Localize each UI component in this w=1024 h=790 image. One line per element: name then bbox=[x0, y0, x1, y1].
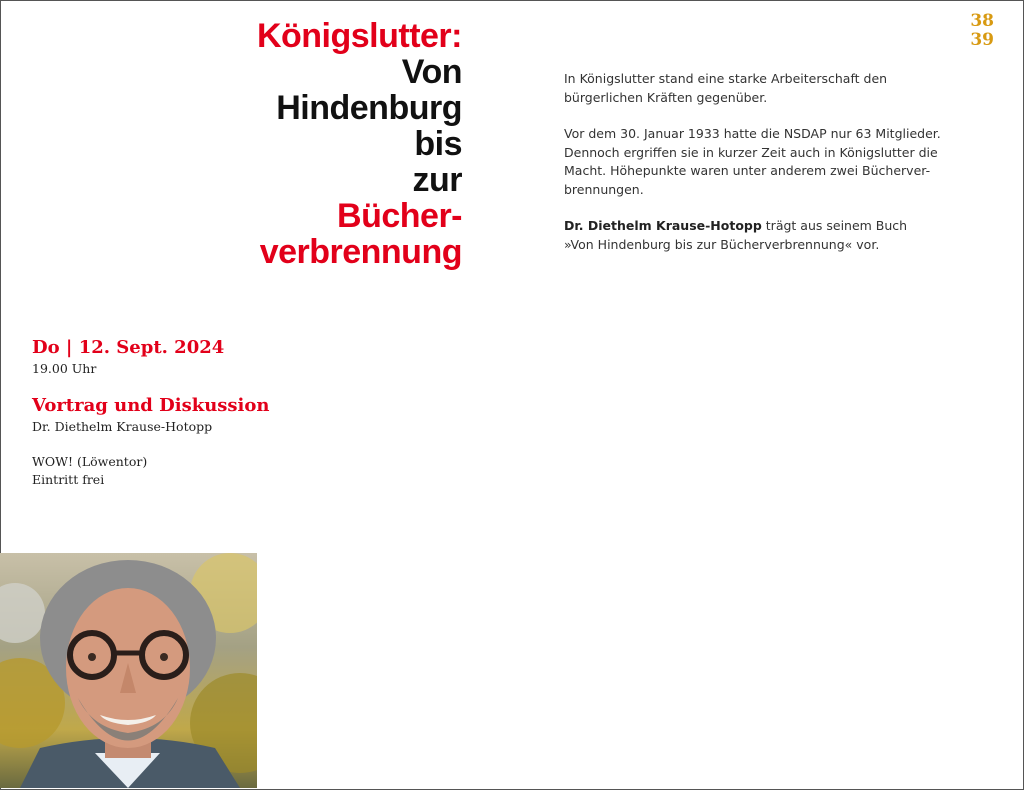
title-line: Bücher- bbox=[337, 197, 462, 235]
text-line: bürgerlichen Kräften gegenüber. bbox=[564, 89, 768, 105]
speaker-name-bold: Dr. Diethelm Krause-Hotopp bbox=[564, 218, 762, 233]
title-line: verbrennung bbox=[259, 233, 462, 271]
paragraph-speaker bbox=[564, 217, 944, 254]
speaker-portrait-photo bbox=[0, 553, 257, 788]
title-line: Hindenburg bbox=[276, 89, 462, 127]
text-line: Dennoch ergriffen sie in kurzer Zeit auch in Königslutter die bbox=[564, 144, 938, 160]
paragraph-intro bbox=[564, 70, 944, 107]
title-line: zur bbox=[412, 161, 462, 199]
text-line: trägt aus seinem Buch bbox=[761, 218, 908, 233]
text-line: Macht. Höhepunkte waren unter anderem zwei Bücherver- bbox=[564, 163, 931, 178]
paragraph-history bbox=[564, 125, 944, 199]
event-type: Vortrag und Diskussion bbox=[32, 395, 270, 416]
page-number-left: 38 bbox=[970, 11, 994, 31]
text-line: brennungen. bbox=[564, 181, 644, 197]
event-details bbox=[32, 336, 269, 489]
event-date: Do | 12. Sept. 2024 bbox=[32, 337, 225, 358]
page-title bbox=[257, 18, 462, 270]
page-number-right: 39 bbox=[970, 30, 994, 50]
portrait-illustration bbox=[0, 553, 257, 788]
text-line: »Von Hindenburg bis zur Bücherverbrennung« vor. bbox=[564, 236, 880, 252]
page-numbers bbox=[970, 12, 994, 50]
title-line: Von bbox=[401, 53, 462, 91]
text-line: In Königslutter stand eine starke Arbeiterschaft den bbox=[564, 71, 888, 86]
article-body bbox=[564, 70, 944, 272]
title-line: Königslutter: bbox=[256, 17, 462, 55]
event-admission: Eintritt frei bbox=[32, 472, 105, 487]
event-venue: WOW! (Löwentor) bbox=[32, 454, 148, 469]
title-line: bis bbox=[414, 125, 462, 163]
text-line: Vor dem 30. Januar 1933 hatte die NSDAP nur 63 Mitglieder. bbox=[564, 126, 941, 141]
event-speaker: Dr. Diethelm Krause-Hotopp bbox=[32, 419, 213, 434]
event-time: 19.00 Uhr bbox=[32, 361, 97, 376]
